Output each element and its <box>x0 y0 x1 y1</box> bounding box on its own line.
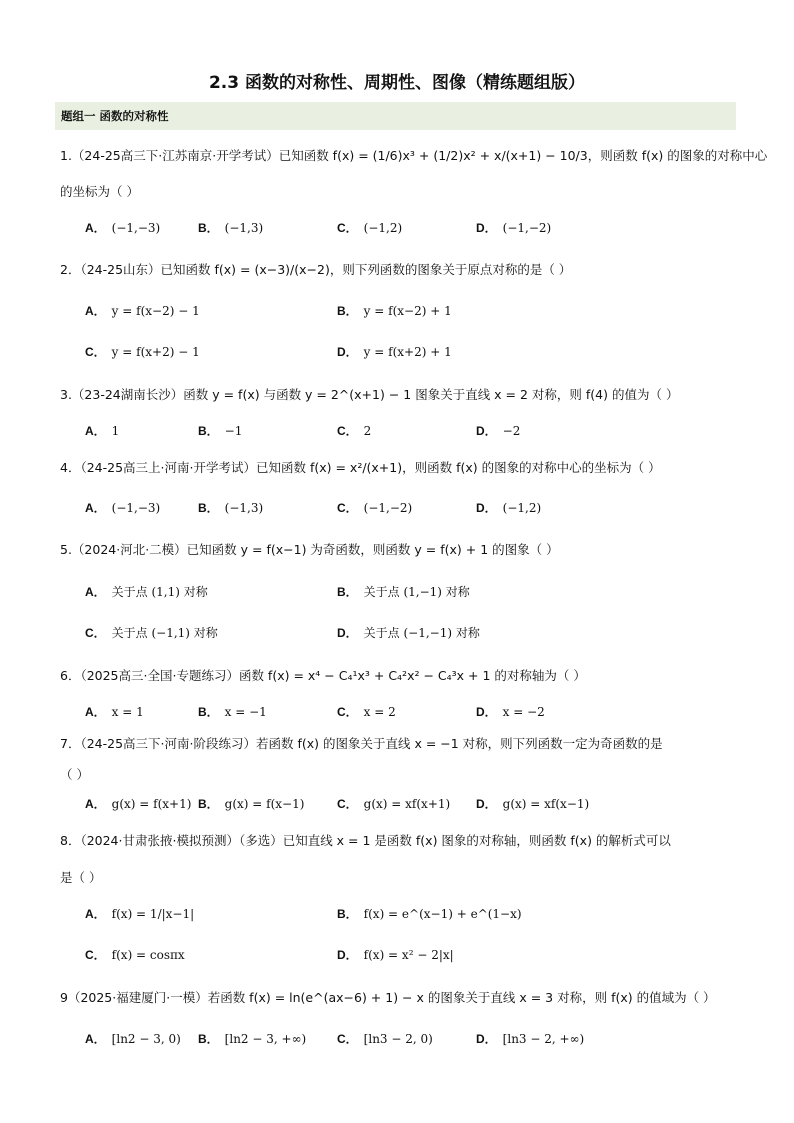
question-7-option-c[interactable]: C． g(x) = xf(x+1) <box>337 797 451 811</box>
question-5-stem: 5.（2024·河北·二模）已知函数 y = f(x−1) 为奇函数，则函数 y = f(x) + 1 的图象（ ） <box>60 542 559 557</box>
question-2-option-d[interactable]: D． y = f(x+2) + 1 <box>337 345 452 359</box>
question-9-option-a[interactable]: A． [ln2 − 3, 0) <box>85 1032 181 1046</box>
question-6-option-d[interactable]: D． x = −2 <box>476 705 545 719</box>
question-4-stem: 4．（24-25高三上·河南·开学考试）已知函数 f(x) = x²/(x+1)，则函数 f(x) 的图象的对称中心的坐标为（ ） <box>60 460 661 475</box>
question-6-option-b[interactable]: B． x = −1 <box>198 705 267 719</box>
question-3-option-a[interactable]: A． 1 <box>85 424 120 438</box>
question-1-option-d[interactable]: D． (−1,−2) <box>476 221 552 235</box>
question-9-option-d[interactable]: D． [ln3 − 2, +∞) <box>476 1032 585 1046</box>
question-4-option-d[interactable]: D． (−1,2) <box>476 501 542 515</box>
question-2-option-b[interactable]: B． y = f(x−2) + 1 <box>337 304 452 318</box>
question-5-option-a[interactable]: A． 关于点 (1,1) 对称 <box>85 585 208 599</box>
question-7-option-a[interactable]: A． g(x) = f(x+1) <box>85 797 192 811</box>
question-1-option-a[interactable]: A． (−1,−3) <box>85 221 161 235</box>
question-8-option-c[interactable]: C． f(x) = cosπx <box>85 948 185 962</box>
question-1-option-b[interactable]: B． (−1,3) <box>198 221 264 235</box>
question-2-option-c[interactable]: C． y = f(x+2) − 1 <box>85 345 200 359</box>
question-4-option-b[interactable]: B． (−1,3) <box>198 501 264 515</box>
question-5-option-c[interactable]: C． 关于点 (−1,1) 对称 <box>85 626 218 640</box>
question-9-stem: 9（2025·福建厦门·一模）若函数 f(x) = ln(e^(ax−6) + 1) − x 的图象关于直线 x = 3 对称，则 f(x) 的值域为（ ） <box>60 990 716 1005</box>
question-7-stem-cont: （ ） <box>60 767 89 782</box>
question-2-stem: 2．（24-25山东）已知函数 f(x) = (x−3)/(x−2)，则下列函数的图象关于原点对称的是（ ） <box>60 262 572 277</box>
question-1-stem: 1.（24-25高三下·江苏南京·开学考试）已知函数 f(x) = (1/6)x³ + (1/2)x² + x/(x+1) − 10/3，则函数 f(x) 的图象的对称中心 <box>60 148 768 163</box>
question-5-option-d[interactable]: D． 关于点 (−1,−1) 对称 <box>337 626 480 640</box>
question-1-stem-cont: 的坐标为（ ） <box>60 184 139 199</box>
page-title: 2.3 函数的对称性、周期性、图像（精练题组版） <box>208 73 586 93</box>
question-8-option-d[interactable]: D． f(x) = x² − 2|x| <box>337 948 454 962</box>
question-8-stem: 8．（2024·甘肃张掖·模拟预测）（多选）已知直线 x = 1 是函数 f(x) 图象的对称轴，则函数 f(x) 的解析式可以 <box>60 833 671 848</box>
question-4-option-c[interactable]: C． (−1,−2) <box>337 501 413 515</box>
question-7-stem: 7．（24-25高三下·河南·阶段练习）若函数 f(x) 的图象关于直线 x = −1 对称，则下列函数一定为奇函数的是 <box>60 736 663 751</box>
question-6-stem: 6．（2025高三·全国·专题练习）函数 f(x) = x⁴ − C₄¹x³ + C₄²x² − C₄³x + 1 的对称轴为（ ） <box>60 668 586 683</box>
question-8-option-a[interactable]: A． f(x) = 1/|x−1| <box>85 907 195 921</box>
question-9-option-c[interactable]: C． [ln3 − 2, 0) <box>337 1032 433 1046</box>
question-7-option-b[interactable]: B． g(x) = f(x−1) <box>198 797 305 811</box>
question-3-option-c[interactable]: C． 2 <box>337 424 372 438</box>
section-title: 题组一 函数的对称性 <box>61 109 169 123</box>
question-7-option-d[interactable]: D． g(x) = xf(x−1) <box>476 797 590 811</box>
question-5-option-b[interactable]: B． 关于点 (1,−1) 对称 <box>337 585 470 599</box>
question-2-option-a[interactable]: A． y = f(x−2) − 1 <box>85 304 200 318</box>
question-6-option-a[interactable]: A． x = 1 <box>85 705 144 719</box>
question-1-option-c[interactable]: C． (−1,2) <box>337 221 403 235</box>
question-3-option-b[interactable]: B． −1 <box>198 424 243 438</box>
question-8-option-b[interactable]: B． f(x) = e^(x−1) + e^(1−x) <box>337 907 522 921</box>
section-header <box>55 102 736 130</box>
question-9-option-b[interactable]: B． [ln2 − 3, +∞) <box>198 1032 307 1046</box>
question-3-option-d[interactable]: D． −2 <box>476 424 521 438</box>
question-4-option-a[interactable]: A． (−1,−3) <box>85 501 161 515</box>
question-6-option-c[interactable]: C． x = 2 <box>337 705 396 719</box>
question-3-stem: 3.（23-24湖南长沙）函数 y = f(x) 与函数 y = 2^(x+1) − 1 图象关于直线 x = 2 对称，则 f(4) 的值为（ ） <box>60 387 679 402</box>
question-8-stem-cont: 是（ ） <box>60 870 102 885</box>
